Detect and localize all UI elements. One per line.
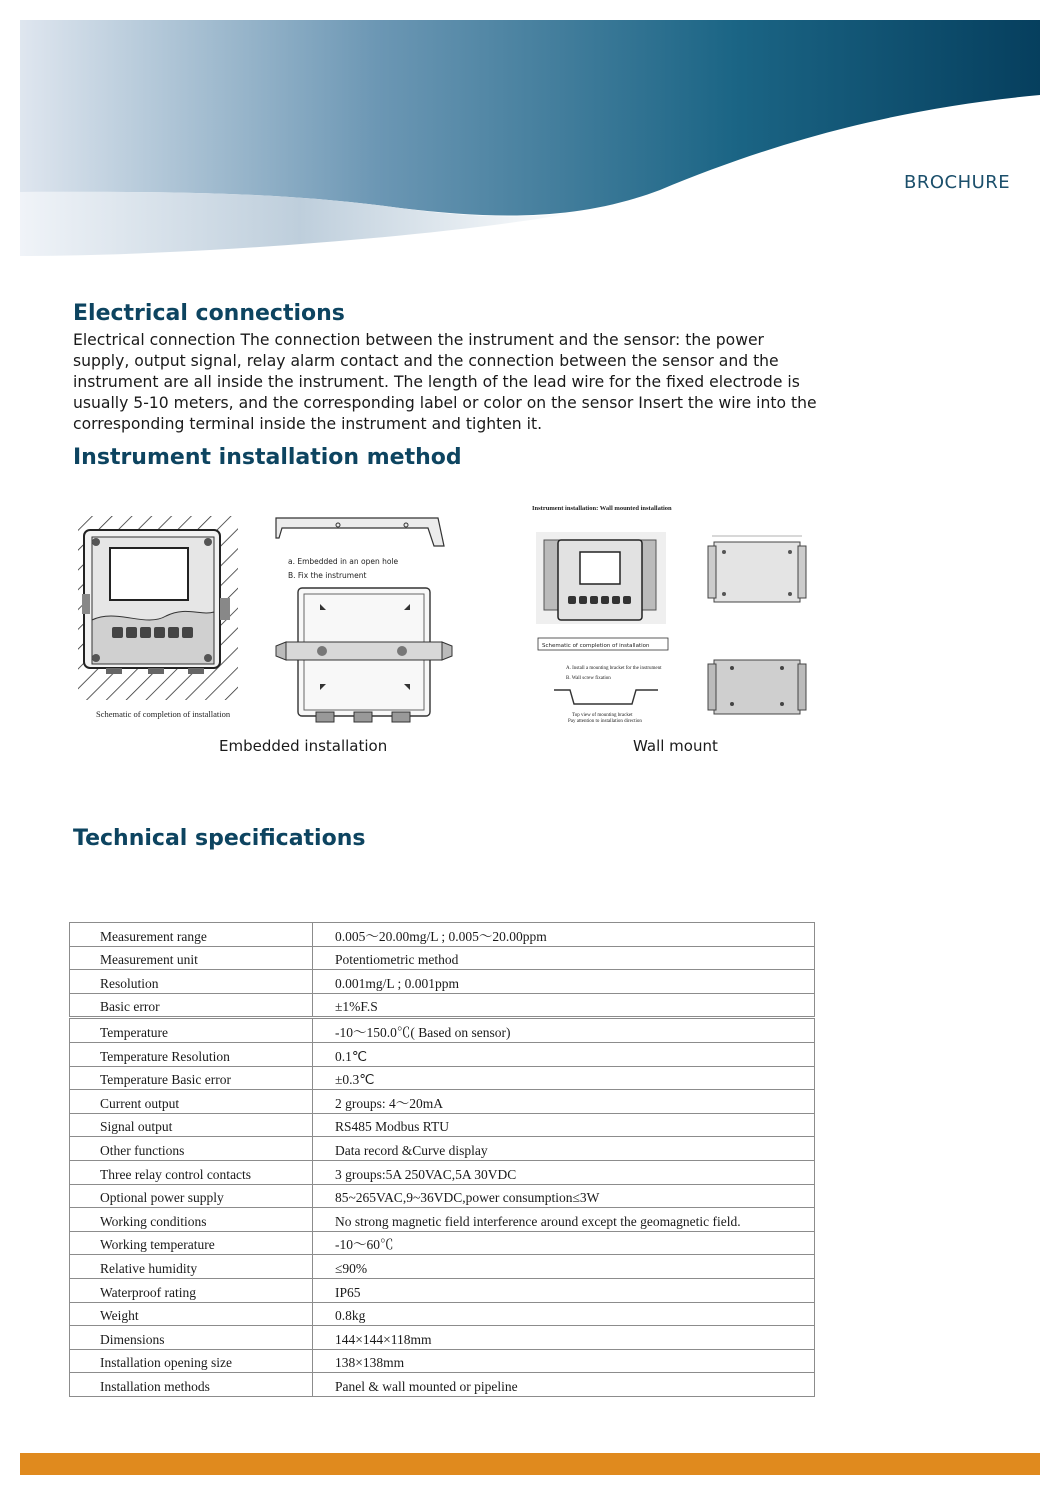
- spec-value: 138×138mm: [313, 1349, 815, 1373]
- table-row: [70, 1255, 815, 1279]
- table-row: [70, 1278, 815, 1302]
- wall-step-a: A. Install a mounting bracket for the instrument: [566, 666, 662, 671]
- spec-value: IP65: [313, 1278, 815, 1302]
- table-row: [70, 923, 815, 947]
- spec-key: Waterproof rating: [70, 1278, 313, 1302]
- spec-key: Signal output: [70, 1113, 313, 1137]
- table-row: [70, 1231, 815, 1255]
- specifications-table: [69, 922, 815, 1397]
- table-row: [70, 1042, 815, 1066]
- header-banner: [20, 20, 1040, 260]
- embedded-installation-caption: Embedded installation: [219, 737, 388, 755]
- table-row: [70, 1184, 815, 1208]
- table-row: [70, 970, 815, 994]
- table-row: [70, 1137, 815, 1161]
- brochure-label: BROCHURE: [904, 172, 1011, 193]
- spec-value: Data record &Curve display: [313, 1137, 815, 1161]
- spec-key: Installation methods: [70, 1373, 313, 1397]
- spec-value: 0.1℃: [313, 1042, 815, 1066]
- spec-value: 0.8kg: [313, 1302, 815, 1326]
- spec-key: Measurement unit: [70, 946, 313, 970]
- table-row: [70, 1302, 815, 1326]
- installation-heading: Instrument installation method: [73, 445, 462, 470]
- spec-key: Optional power supply: [70, 1184, 313, 1208]
- spec-key: Other functions: [70, 1137, 313, 1161]
- spec-key: Weight: [70, 1302, 313, 1326]
- table-row: [70, 946, 815, 970]
- wall-mount-caption: Wall mount: [633, 737, 718, 755]
- spec-key: Resolution: [70, 970, 313, 994]
- spec-value: -10～150.0℃( Based on sensor): [313, 1018, 815, 1043]
- bracket-note-2: Pay attention to installation direction: [568, 719, 642, 724]
- table-row: [70, 1066, 815, 1090]
- spec-value: Panel & wall mounted or pipeline: [313, 1373, 815, 1397]
- footer-bar: [20, 1453, 1040, 1475]
- spec-value: -10～60℃: [313, 1231, 815, 1255]
- table-row: [70, 993, 815, 1018]
- table-row: [70, 1349, 815, 1373]
- electrical-connections-heading: Electrical connections: [73, 301, 345, 326]
- wall-step-b: B. Wall screw fixation: [566, 676, 611, 681]
- spec-value: 85~265VAC,9~36VDC,power consumption≤3W: [313, 1184, 815, 1208]
- spec-key: Three relay control contacts: [70, 1160, 313, 1184]
- table-row: [70, 1160, 815, 1184]
- table-row: [70, 1113, 815, 1137]
- table-row: [70, 1090, 815, 1114]
- spec-key: Basic error: [70, 993, 313, 1018]
- spec-value: 0.001mg/L ; 0.001ppm: [313, 970, 815, 994]
- spec-key: Temperature Basic error: [70, 1066, 313, 1090]
- wall-figure-title: Instrument installation: Wall mounted installation: [532, 505, 672, 512]
- embedded-step-a: a. Embedded in an open hole: [288, 557, 399, 566]
- spec-value: ±1%F.S: [313, 993, 815, 1018]
- spec-key: Working temperature: [70, 1231, 313, 1255]
- table-row: [70, 1373, 815, 1397]
- bracket-note-1: Top view of mounting bracket: [572, 713, 633, 718]
- electrical-connections-text: Electrical connection The connection between the instrument and the sensor: the power supply, output signal, relay alarm contact and the connection between the sensor and the instrument are all inside the instrument. The length of the lead wire for the fixed electrode is usually 5-10 meters, and the corresponding label or color on the sensor Insert the wire into the corresponding terminal inside the instrument and tighten it.: [73, 331, 817, 433]
- spec-key: Installation opening size: [70, 1349, 313, 1373]
- spec-key: Relative humidity: [70, 1255, 313, 1279]
- spec-key: Current output: [70, 1090, 313, 1114]
- spec-key: Dimensions: [70, 1326, 313, 1350]
- spec-value: No strong magnetic field interference around except the geomagnetic field.: [313, 1208, 815, 1232]
- table-row: [70, 1326, 815, 1350]
- spec-value: 2 groups: 4～20mA: [313, 1090, 815, 1114]
- spec-key: Working conditions: [70, 1208, 313, 1232]
- spec-key: Temperature Resolution: [70, 1042, 313, 1066]
- spec-value: ≤90%: [313, 1255, 815, 1279]
- spec-key: Measurement range: [70, 923, 313, 947]
- embedded-step-b: B. Fix the instrument: [288, 571, 367, 580]
- wall-schematic-note: Schematic of completion of installation: [542, 643, 650, 649]
- spec-value: 3 groups:5A 250VAC,5A 30VDC: [313, 1160, 815, 1184]
- technical-specifications-heading: Technical specifications: [73, 826, 366, 851]
- embedded-installation-figure: [76, 512, 456, 727]
- spec-value: Potentiometric method: [313, 946, 815, 970]
- wall-mount-figure: [528, 500, 818, 728]
- spec-value: RS485 Modbus RTU: [313, 1113, 815, 1137]
- spec-key: Temperature: [70, 1018, 313, 1043]
- embedded-schematic-note: Schematic of completion of installation: [96, 709, 231, 719]
- spec-value: 0.005～20.00mg/L ; 0.005～20.00ppm: [313, 923, 815, 947]
- spec-value: 144×144×118mm: [313, 1326, 815, 1350]
- table-row: [70, 1018, 815, 1043]
- table-row: [70, 1208, 815, 1232]
- spec-value: ±0.3℃: [313, 1066, 815, 1090]
